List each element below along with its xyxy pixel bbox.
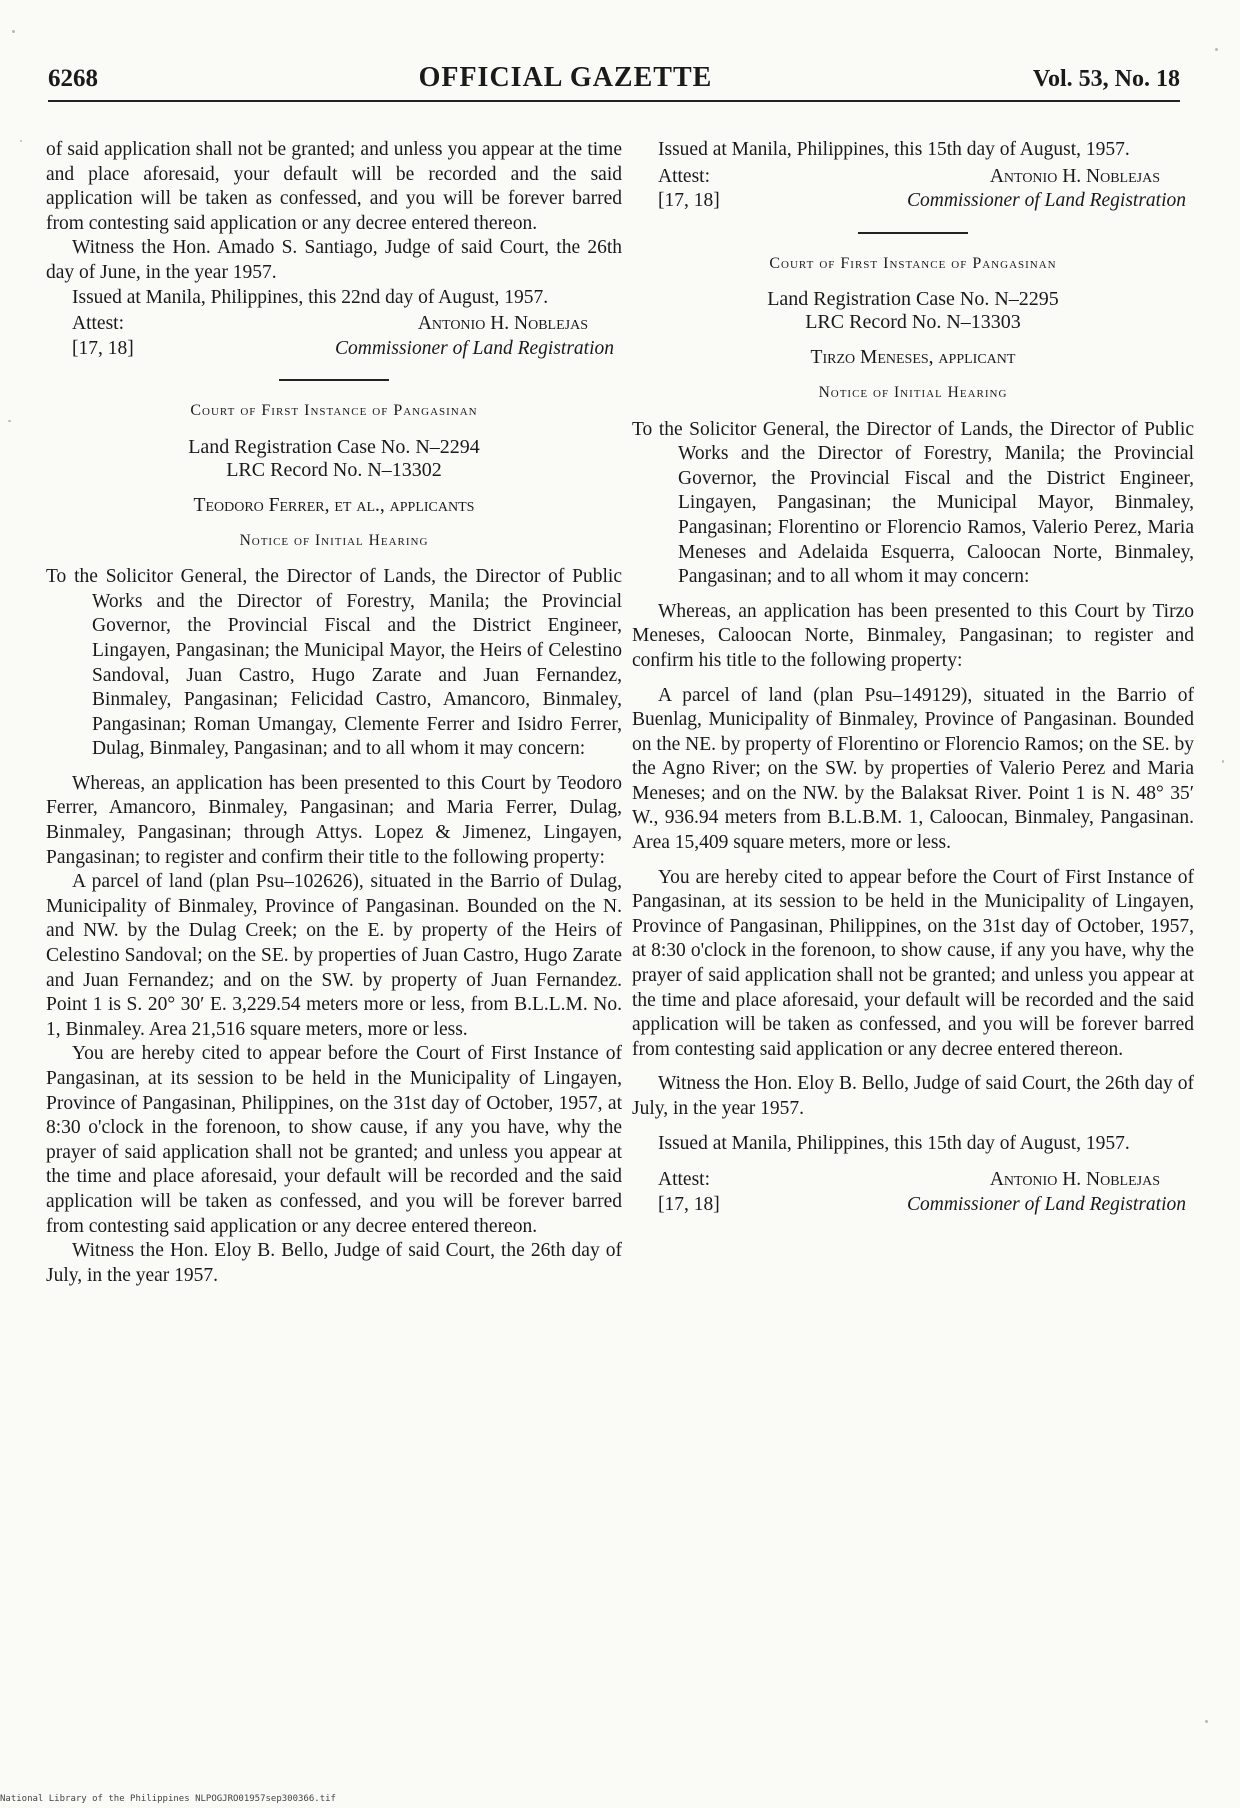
scan-speck <box>1205 1720 1208 1723</box>
gazette-title: OFFICIAL GAZETTE <box>418 62 713 93</box>
scan-speck <box>1222 760 1224 763</box>
scan-credit: National Library of the Philippines NLPOGJRO01957sep300366.tif <box>0 1794 336 1804</box>
attest-name: Antonio H. Noblejas <box>417 313 588 335</box>
attest-block <box>72 312 622 337</box>
issued-paragraph: Issued at Manila, Philippines, this 15th day of August, 1957. <box>658 139 1130 160</box>
section-divider <box>279 379 389 381</box>
notice-heading: Notice of Initial Hearing <box>818 383 1008 401</box>
attest-block-2 <box>72 337 622 362</box>
case-number-line: Land Registration Case No. N–2294 <box>188 435 480 458</box>
applicant-line: Teodoro Ferrer, et al., applicants <box>193 494 475 516</box>
court-heading: Court of First Instance of Pangasinan <box>190 402 478 420</box>
court-heading: Court of First Instance of Pangasinan <box>769 254 1057 272</box>
attest-ref: [17, 18] <box>658 190 720 212</box>
page-number: 6268 <box>48 65 98 92</box>
volume-number: Vol. 53, No. 18 <box>1032 66 1180 92</box>
lrc-record-line: LRC Record No. N–13303 <box>805 311 1021 334</box>
attest-block <box>658 1168 1194 1193</box>
case-number-line: Land Registration Case No. N–2295 <box>767 288 1059 311</box>
parcel-paragraph: A parcel of land (plan Psu–102626), situated in the Barrio of Dulag, Municipality of Binmaley, Province of Pangasinan. Bounded on the N. and NW. by the Dulag Creek; on the E. by property of the Heirs of Celestino Sandoval; on the SE. by properties of Juan Castro, Hugo Zarate and Juan Fernandez; and on the SW. by property of Juan Fernandez. Point 1 is S. 20° 30′ E. 3,229.54 meters more or less, from B.L.L.M. No. 1, Binmaley. Area 21,516 square meters, more or less. <box>46 871 622 1040</box>
whereas-paragraph: Whereas, an application has been presented to this Court by Tirzo Meneses, Caloocan Norte, Binmaley, Pangasinan; to register and confirm his title to the following property: <box>632 600 1194 671</box>
page-header <box>48 62 1180 102</box>
attest-title: Commissioner of Land Registration <box>335 337 614 359</box>
section-divider <box>858 232 968 234</box>
witness-paragraph: Witness the Hon. Eloy B. Bello, Judge of said Court, the 26th day of July, in the year 1957. <box>46 1240 622 1286</box>
attest-title: Commissioner of Land Registration <box>907 190 1186 212</box>
scan-speck <box>8 420 11 422</box>
witness-paragraph: Witness the Hon. Eloy B. Bello, Judge of said Court, the 26th day of July, in the year 1957. <box>632 1073 1194 1119</box>
attest-title: Commissioner of Land Registration <box>907 1193 1186 1215</box>
whereas-paragraph: Whereas, an application has been presented to this Court by Teodoro Ferrer, Amancoro, Binmaley, Pangasinan; and Maria Ferrer, Dulag, Binmaley, Pangasinan; through Attys. Lopez & Jimenez, Lingayen, Pangasinan; to register and confirm their title to the following property: <box>46 772 622 868</box>
scan-speck <box>12 30 15 33</box>
right-column <box>632 138 1194 1217</box>
lrc-record-line: LRC Record No. N–13302 <box>226 458 442 481</box>
attest-ref: [17, 18] <box>658 1193 720 1215</box>
attest-block-2 <box>658 1193 1194 1218</box>
attest-label: Attest: <box>658 165 710 187</box>
attest-label: Attest: <box>658 1169 710 1191</box>
case-number <box>632 288 1194 334</box>
parcel-paragraph: A parcel of land (plan Psu–149129), situated in the Barrio of Buenlag, Municipality of Binmaley, Province of Pangasinan. Bounded on the NE. by property of Florentino or Florencio Ramos; on the SE. by the Agno River; on the SW. by properties of Valerio Perez and Maria Meneses; and on the NW. by the Balaksat River. Point 1 is N. 48° 35′ W., 936.94 meters from B.L.B.M. 1, Caloocan, Binmaley, Pangasinan. Area 15,409 square meters, more or less. <box>632 684 1194 854</box>
addressee-paragraph: To the Solicitor General, the Director of Lands, the Director of Public Works and the Director of Forestry, Manila; the Provincial Governor, the Provincial Fiscal and the District Engineer, Lingayen, Pangasinan; the Municipal Mayor, Binmaley, Pangasinan; Florentino or Florencio Ramos, Valerio Perez, Maria Meneses and Adelaida Esquerra, Caloocan Norte, Binmaley, Pangasinan; and to all whom it may concern: <box>632 418 1194 588</box>
attest-name: Antonio H. Noblejas <box>989 1169 1160 1191</box>
scan-speck <box>20 140 22 142</box>
cited-paragraph: You are hereby cited to appear before the Court of First Instance of Pangasinan, at its session to be held in the Municipality of Lingayen, Province of Pangasinan, Philippines, on the 31st day of October, 1957, at 8:30 o'clock in the forenoon, to show cause, if any you have, why the prayer of said application shall not be granted; and unless you appear at the time and place aforesaid, your default will be recorded and the said application will be taken as confessed, and you will be forever barred from contesting said application or any decree entered thereon. <box>632 866 1194 1060</box>
attest-name: Antonio H. Noblejas <box>989 165 1160 187</box>
applicant-line: Tirzo Meneses, applicant <box>810 347 1016 369</box>
cited-paragraph: You are hereby cited to appear before the Court of First Instance of Pangasinan, at its session to be held in the Municipality of Lingayen, Province of Pangasinan, Philippines, on the 31st day of October, 1957, at 8:30 o'clock in the forenoon, to show cause, if any you have, why the prayer of said application shall not be granted; and unless you appear at the time and place aforesaid, your default will be recorded and the said application will be taken as confessed, and you will be forever barred from contesting said application or any decree entered thereon. <box>46 1043 622 1237</box>
scan-speck <box>1215 48 1218 51</box>
case-number <box>46 436 622 482</box>
attest-label: Attest: <box>72 313 124 335</box>
attest-ref: [17, 18] <box>72 337 134 359</box>
attest-block-2 <box>658 189 1194 214</box>
witness-paragraph: Witness the Hon. Amado S. Santiago, Judge of said Court, the 26th day of June, in the year 1957. <box>46 237 622 283</box>
issued-paragraph: Issued at Manila, Philippines, this 22nd day of August, 1957. <box>72 286 549 308</box>
left-column <box>46 138 622 1288</box>
issued-paragraph: Issued at Manila, Philippines, this 15th day of August, 1957. <box>658 1132 1130 1154</box>
notice-heading: Notice of Initial Hearing <box>239 531 429 549</box>
attest-block <box>658 165 1194 190</box>
addressee-paragraph: To the Solicitor General, the Director of Lands, the Director of Public Works and the Director of Forestry, Manila; the Provincial Governor, the Provincial Fiscal and the District Engineer, Lingayen, Pangasinan; the Municipal Mayor, the Heirs of Celestino Sandoval, Juan Castro, Hugo Zarate and Juan Fernandez, Binmaley, Pangasinan; Felicidad Castro, Amancoro, Binmaley, Pangasinan; Roman Umangay, Clemente Ferrer and Isidro Ferrer, Dulag, Binmaley, Pangasinan; and to all whom it may concern: <box>46 566 622 760</box>
continued-paragraph: of said application shall not be granted; and unless you appear at the time and place aforesaid, your default will be recorded and the said application will be taken as confessed, and you will be forever barred from contesting said application or any decree entered thereon. <box>46 139 622 234</box>
